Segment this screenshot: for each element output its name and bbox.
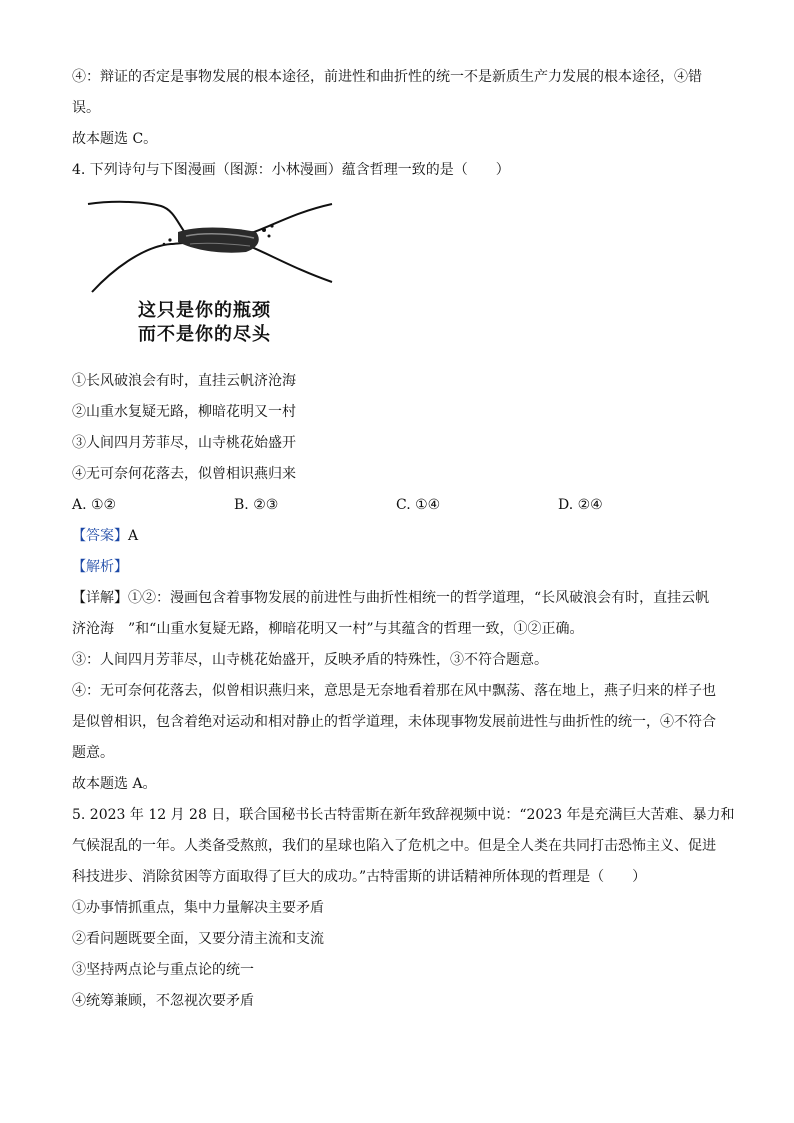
analysis-line: ③：人间四月芳菲尽，山寺桃花始盛开，反映矛盾的特殊性，③不符合题意。 [72,652,548,668]
option-d: D. ②④ [558,497,603,513]
text-line: 误。 [72,100,100,116]
q4-item: ①长风破浪会有时，直挂云帆济沧海 [72,373,296,389]
q5-item: ①办事情抓重点，集中力量解决主要矛盾 [72,900,324,916]
question-4-stem: 4. 下列诗句与下图漫画（图源：小林漫画）蕴含哲理一致的是（ ） [72,162,510,178]
option-c: C. ①④ [396,497,441,513]
analysis-line: 【详解】①②：漫画包含着事物发展的前进性与曲折性相统一的哲学道理，“长风破浪会有时，直挂云帆 [72,590,710,606]
q4-item: ②山重水复疑无路，柳暗花明又一村 [72,404,296,420]
q5-item: ③坚持两点论与重点论的统一 [72,962,254,978]
analysis-heading [72,552,722,583]
analysis-line: 是似曾相识，包含着绝对运动和相对静止的哲学道理，未体现事物发展前进性与曲折性的统一，④不符合 [72,714,716,730]
answer-label: 【答案】 [72,528,128,544]
q5-item: ②看问题既要全面，又要分清主流和支流 [72,931,324,947]
analysis-label: 【解析】 [72,559,128,575]
text-line: 故本题选 C。 [72,131,158,147]
q4-item: ③人间四月芳菲尽，山寺桃花始盛开 [72,435,296,451]
answer-value: A [128,528,139,544]
option-b: B. ②③ [234,497,279,513]
cartoon-drawing [86,196,336,296]
q4-options [72,490,722,521]
cartoon-image [86,196,336,356]
document-content [72,62,735,1017]
question-5-stem: 5. 2023 年 12 月 28 日，联合国秘书长古特雷斯在新年致辞视频中说：“2023 年是充满巨大苦难、暴力和 [72,807,735,823]
text-line: ④：辩证的否定是事物发展的根本途径，前进性和曲折性的统一不是新质生产力发展的根本途径，④错 [72,69,702,85]
cartoon-caption-line1: 这只是你的瓶颈 [138,300,271,321]
answer-line [72,521,722,552]
analysis-line: 济沧海 ”和“山重水复疑无路，柳暗花明又一村”与其蕴含的哲理一致，①②正确。 [72,621,584,637]
question-5-stem: 科技进步、消除贫困等方面取得了巨大的成功。”古特雷斯的讲话精神所体现的哲理是（ ） [72,869,647,885]
cartoon-caption-line2: 而不是你的尽头 [138,324,271,345]
q5-item: ④统筹兼顾，不忽视次要矛盾 [72,993,254,1009]
analysis-line: 故本题选 A。 [72,776,157,792]
analysis-line: 题意。 [72,745,114,761]
option-a: A. ①② [72,497,117,513]
question-5-stem: 气候混乱的一年。人类备受熬煎，我们的星球也陷入了危机之中。但是全人类在共同打击恐怖主义、促进 [72,838,716,854]
q4-item: ④无可奈何花落去，似曾相识燕归来 [72,466,296,482]
analysis-line: ④：无可奈何花落去，似曾相识燕归来，意思是无奈地看着那在风中飘荡、落在地上，燕子归来的样子也 [72,683,716,699]
